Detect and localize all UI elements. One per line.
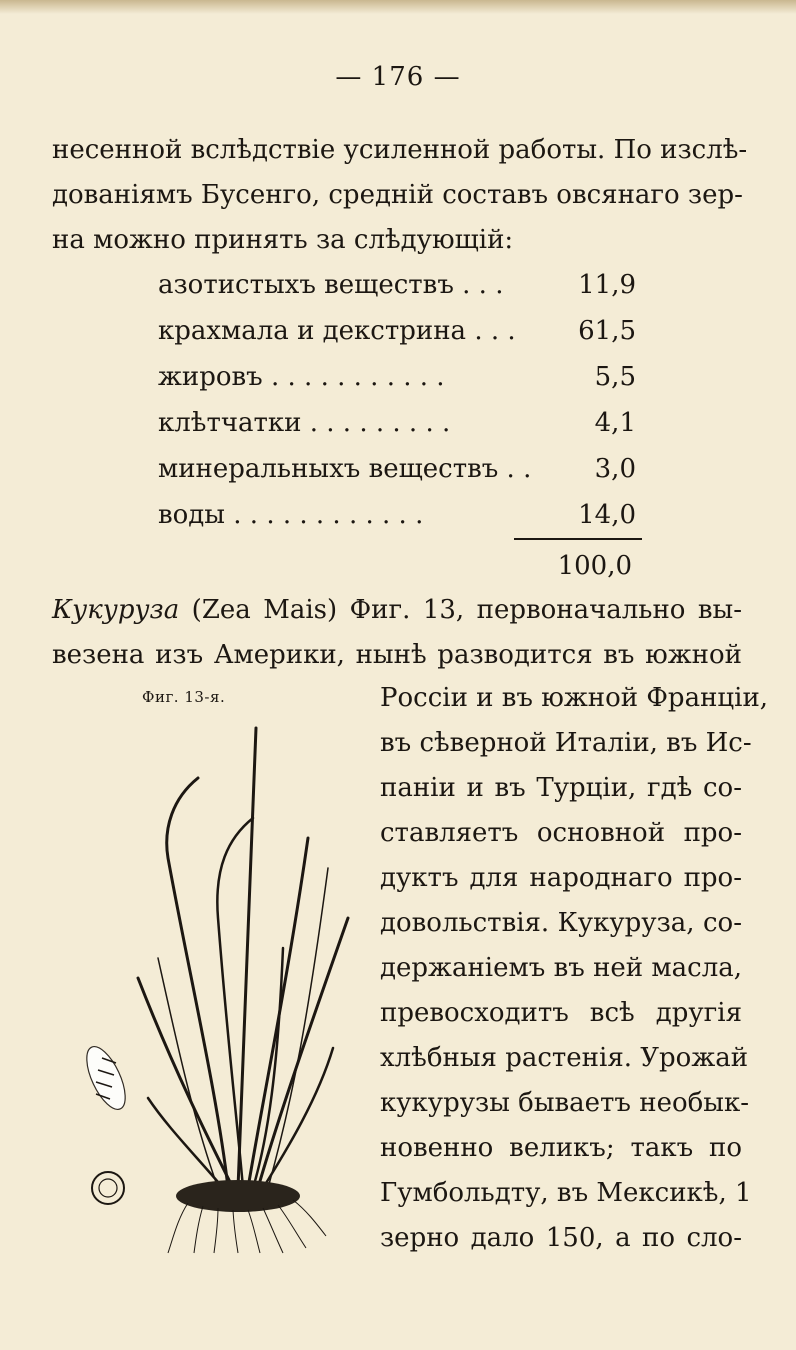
composition-table xyxy=(158,262,636,538)
maize-plant-illustration xyxy=(78,718,378,1258)
text-line: дуктъ для народнаго про- xyxy=(380,863,742,893)
sum-rule xyxy=(514,538,642,540)
paragraph-1 xyxy=(52,128,748,263)
row-label: минеральныхъ веществъ . . xyxy=(158,454,532,484)
table-row xyxy=(158,446,636,492)
table-row xyxy=(158,308,636,354)
text-line xyxy=(52,588,742,633)
column-text xyxy=(380,676,769,1261)
text-line: Гумбольдту, въ Мексикѣ, 1 xyxy=(380,1178,752,1208)
text-line: везена изъ Америки, нынѣ разводится въ южной xyxy=(52,640,742,670)
text-line: Россіи и въ южной Франціи, xyxy=(380,683,769,713)
row-value: 11,9 xyxy=(578,270,636,300)
row-label: воды . . . . . . . . . . . . xyxy=(158,500,424,530)
text-line: довольствія. Кукуруза, со- xyxy=(380,908,742,938)
text-line: на можно принять за слѣдующій: xyxy=(52,225,514,255)
row-label: азотистыхъ веществъ . . . xyxy=(158,270,504,300)
term-maize: Кукуруза xyxy=(52,595,180,625)
text-line: держаніемъ въ ней масла, xyxy=(380,953,742,983)
figure-caption: Фиг. 13-я. xyxy=(142,688,226,706)
text-line: дованіямъ Бусенго, средній составъ овсянаго зер- xyxy=(52,180,743,210)
text-line: хлѣбныя растенія. Урожай xyxy=(380,1043,749,1073)
table-row xyxy=(158,492,636,538)
row-value: 3,0 xyxy=(594,454,636,484)
page-number: — 176 — xyxy=(335,62,461,92)
page-edge xyxy=(0,0,796,14)
table-row xyxy=(158,262,636,308)
composition-total: 100,0 xyxy=(557,551,632,581)
row-label: жировъ . . . . . . . . . . . xyxy=(158,362,445,392)
row-label: крахмала и декстрина . . . xyxy=(158,316,516,346)
table-row xyxy=(158,354,636,400)
text-run: (Zea Mais) Фиг. 13, первоначально вы- xyxy=(179,595,742,625)
text-line: превосходитъ всѣ другія xyxy=(380,998,742,1028)
text-line: зерно дало 150, а по сло- xyxy=(380,1223,742,1253)
text-line: ставляетъ основной про- xyxy=(380,818,742,848)
row-value: 61,5 xyxy=(578,316,636,346)
table-row xyxy=(158,400,636,446)
row-value: 4,1 xyxy=(594,408,636,438)
text-line: новенно великъ; такъ по xyxy=(380,1133,742,1163)
text-line: въ сѣверной Италіи, въ Ис- xyxy=(380,728,752,758)
row-value: 5,5 xyxy=(594,362,636,392)
row-label: клѣтчатки . . . . . . . . . xyxy=(158,408,451,438)
text-line: кукурузы бываетъ необык- xyxy=(380,1088,749,1118)
text-line: несенной вслѣдствіе усиленной работы. По изслѣ- xyxy=(52,135,748,165)
row-value: 14,0 xyxy=(578,500,636,530)
text-line: паніи и въ Турціи, гдѣ со- xyxy=(380,773,742,803)
paragraph-2 xyxy=(52,588,742,678)
